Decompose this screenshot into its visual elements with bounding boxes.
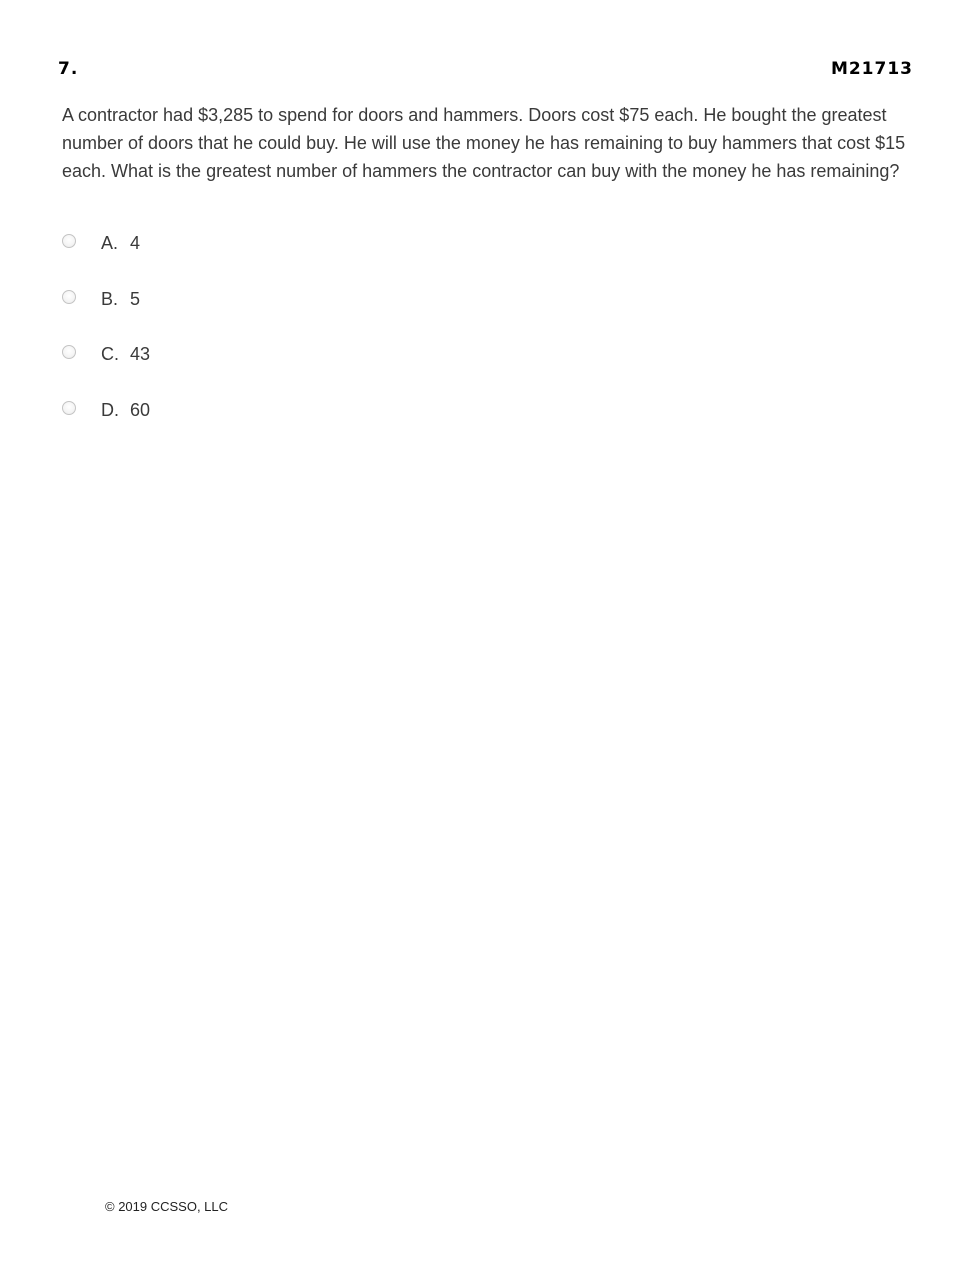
choice-value: 5 [130, 288, 141, 309]
radio-button-icon[interactable] [62, 345, 76, 359]
item-code: M21713 [830, 59, 913, 79]
choice-value: 60 [130, 399, 151, 420]
item-number: 7. [58, 59, 79, 79]
copyright-footer: © 2019 CCSSO, LLC [105, 1199, 229, 1214]
radio-button-icon[interactable] [62, 401, 76, 415]
choice-letter: C. [101, 344, 119, 364]
choice-b[interactable] [62, 286, 462, 342]
answer-choices [62, 230, 462, 452]
choice-letter: D. [101, 399, 119, 420]
question-text: A contractor had $3,285 to spend for doors and hammers. Doors cost $75 each. He bought the greatest number of doors that he could buy. He will use the money he has remaining to buy hammers that cost $15 each. What is the greatest number of hammers the contractor can buy with the money he has remaining? [62, 105, 906, 181]
radio-button-icon[interactable] [62, 234, 76, 248]
choice-value: 43 [130, 344, 151, 364]
choice-value: 4 [130, 233, 141, 253]
radio-button-icon[interactable] [62, 290, 76, 304]
choice-letter: A. [101, 233, 119, 253]
choice-c[interactable] [62, 341, 462, 397]
choice-d[interactable] [62, 397, 462, 453]
choice-letter: B. [101, 288, 119, 309]
choice-a[interactable] [62, 230, 462, 286]
